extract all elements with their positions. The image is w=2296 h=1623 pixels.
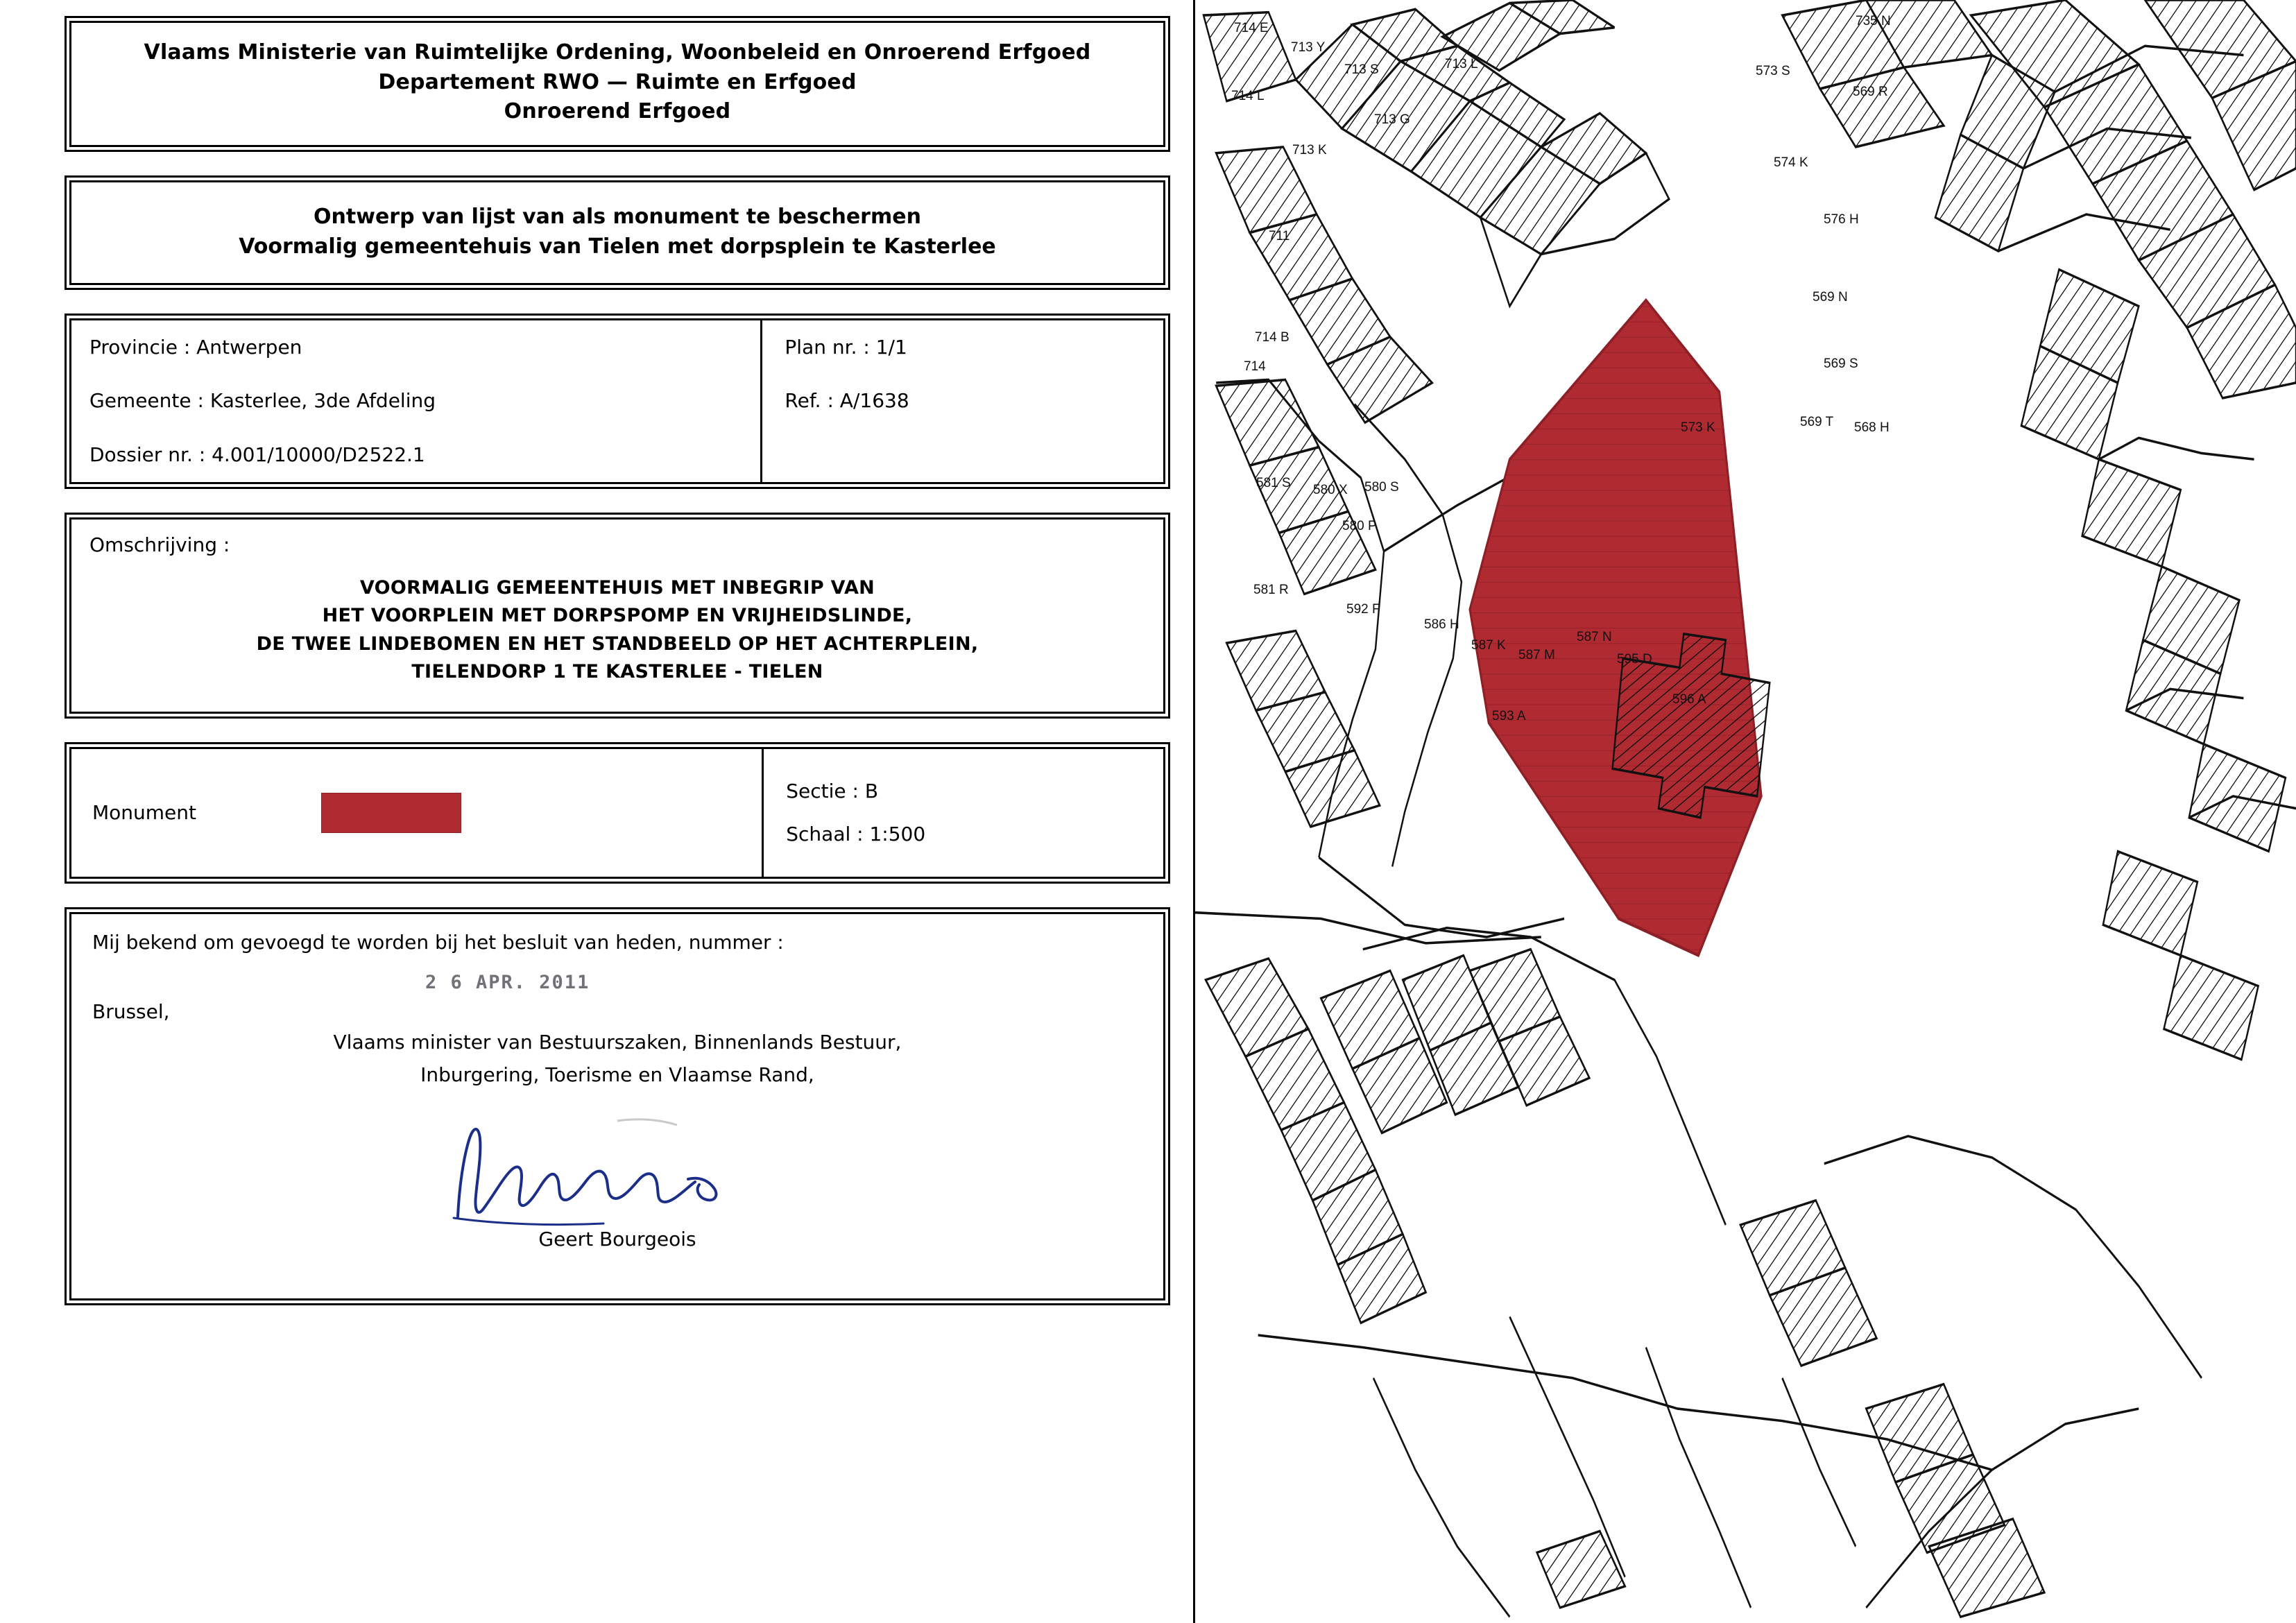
info-left-column xyxy=(71,320,760,482)
signature-city: Brussel, xyxy=(92,999,170,1023)
parcel-label: 714 E xyxy=(1234,21,1269,35)
parcel-label: 573 S xyxy=(1756,64,1790,78)
parcel-label: 569 S xyxy=(1824,357,1858,371)
signature-box xyxy=(69,912,1165,1300)
plan-title-line-2: Voormalig gemeentehuis van Tielen met dorpsplein te Kasterlee xyxy=(239,234,996,259)
legend-box xyxy=(69,747,1165,879)
parcel-label: 593 A xyxy=(1492,709,1526,723)
parcel-label: 568 H xyxy=(1854,420,1890,435)
plan-title-box xyxy=(69,180,1165,285)
dossier-row: Dossier nr. : 4.001/10000/D2522.1 xyxy=(89,443,425,466)
map-vector xyxy=(1195,0,2296,1623)
parcel-label-monument: 573 K xyxy=(1681,420,1715,435)
parcel-label: 595 D xyxy=(1617,652,1652,667)
ministry-line-3: Onroerend Erfgoed xyxy=(504,99,731,124)
parcel-label: 580 S xyxy=(1364,480,1399,495)
parcel-label: 574 K xyxy=(1774,155,1808,170)
parcel-label: 711 xyxy=(1269,229,1290,243)
ministry-line-1: Vlaams Ministerie van Ruimtelijke Ordening, Woonbeleid en Onroerend Erfgoed xyxy=(144,40,1091,65)
parcel-label: 596 A xyxy=(1672,692,1706,707)
description-line-3: DE TWEE LINDEBOMEN EN HET STANDBEELD OP HET ACHTERPLEIN, xyxy=(256,633,979,655)
signer-name: Geert Bourgeois xyxy=(538,1228,696,1251)
minister-title-line-2: Inburgering, Toerisme en Vlaamse Rand, xyxy=(420,1063,814,1087)
section-row: Sectie : B xyxy=(786,779,879,802)
ministry-line-2: Departement RWO — Ruimte en Erfgoed xyxy=(378,69,857,94)
parcel-label: 587 M xyxy=(1518,648,1555,662)
parcel-label: 576 H xyxy=(1824,212,1859,227)
map-canvas xyxy=(1195,0,2296,1623)
handwritten-signature xyxy=(92,1113,1142,1223)
date-stamp: 2 6 APR. 2011 xyxy=(425,971,590,993)
parcel-label: 735 N xyxy=(1856,14,1891,28)
minister-title-line-1: Vlaams minister van Bestuurszaken, Binnenlands Bestuur, xyxy=(333,1030,902,1054)
parcel-label: 580 X xyxy=(1313,483,1348,497)
parcel-label: 586 H xyxy=(1424,617,1459,632)
parcel-label: 713 Y xyxy=(1291,40,1326,55)
administrative-info-box xyxy=(69,318,1165,484)
signature-lead-text: Mij bekend om gevoegd te worden bij het besluit van heden, nummer : xyxy=(92,930,784,954)
description-label: Omschrijving : xyxy=(89,533,230,556)
description-line-4: TIELENDORP 1 TE KASTERLEE - TIELEN xyxy=(411,661,823,683)
legend-label: Monument xyxy=(92,801,197,825)
parcel-label: 714 B xyxy=(1255,330,1290,345)
parcel-label: 581 R xyxy=(1253,583,1289,597)
description-box xyxy=(69,517,1165,714)
parcel-label: 713 L xyxy=(1445,57,1478,71)
info-right-column xyxy=(760,320,1163,482)
parcel-label: 581 S xyxy=(1256,476,1291,490)
parcel-label: 569 N xyxy=(1813,290,1848,304)
parcel-label: 569 T xyxy=(1800,415,1834,429)
parcel-label: 569 R xyxy=(1853,85,1888,99)
parcel-label: 592 F xyxy=(1346,602,1380,617)
legend-left xyxy=(71,749,762,877)
description-line-2: HET VOORPLEIN MET DORPSPOMP EN VRIJHEIDSLINDE, xyxy=(322,605,913,627)
parcel-label: 587 K xyxy=(1471,638,1506,653)
legend-color-swatch xyxy=(321,793,461,833)
parcel-label: 714 L xyxy=(1231,89,1265,103)
parcel-label: 713 S xyxy=(1344,62,1379,77)
province-row: Provincie : Antwerpen xyxy=(89,335,302,359)
legend-right xyxy=(762,749,1163,877)
parcel-label: 713 K xyxy=(1292,143,1327,157)
plan-number-row: Plan nr. : 1/1 xyxy=(785,335,907,359)
reference-row: Ref. : A/1638 xyxy=(785,389,909,413)
info-right-spacer xyxy=(762,428,1163,481)
plan-title-line-1: Ontwerp van lijst van als monument te beschermen xyxy=(314,204,921,229)
parcel-label: 580 P xyxy=(1342,519,1377,533)
scale-row: Schaal : 1:500 xyxy=(786,822,926,845)
parcel-label: 587 N xyxy=(1577,630,1612,644)
municipality-row: Gemeente : Kasterlee, 3de Afdeling xyxy=(89,389,436,413)
ministry-header-box xyxy=(69,21,1165,147)
cadastral-map[interactable] xyxy=(1193,0,2296,1623)
parcel-label: 714 xyxy=(1244,359,1266,374)
description-line-1: VOORMALIG GEMEENTEHUIS MET INBEGRIP VAN xyxy=(359,576,875,599)
parcel-label: 713 G xyxy=(1374,112,1410,127)
